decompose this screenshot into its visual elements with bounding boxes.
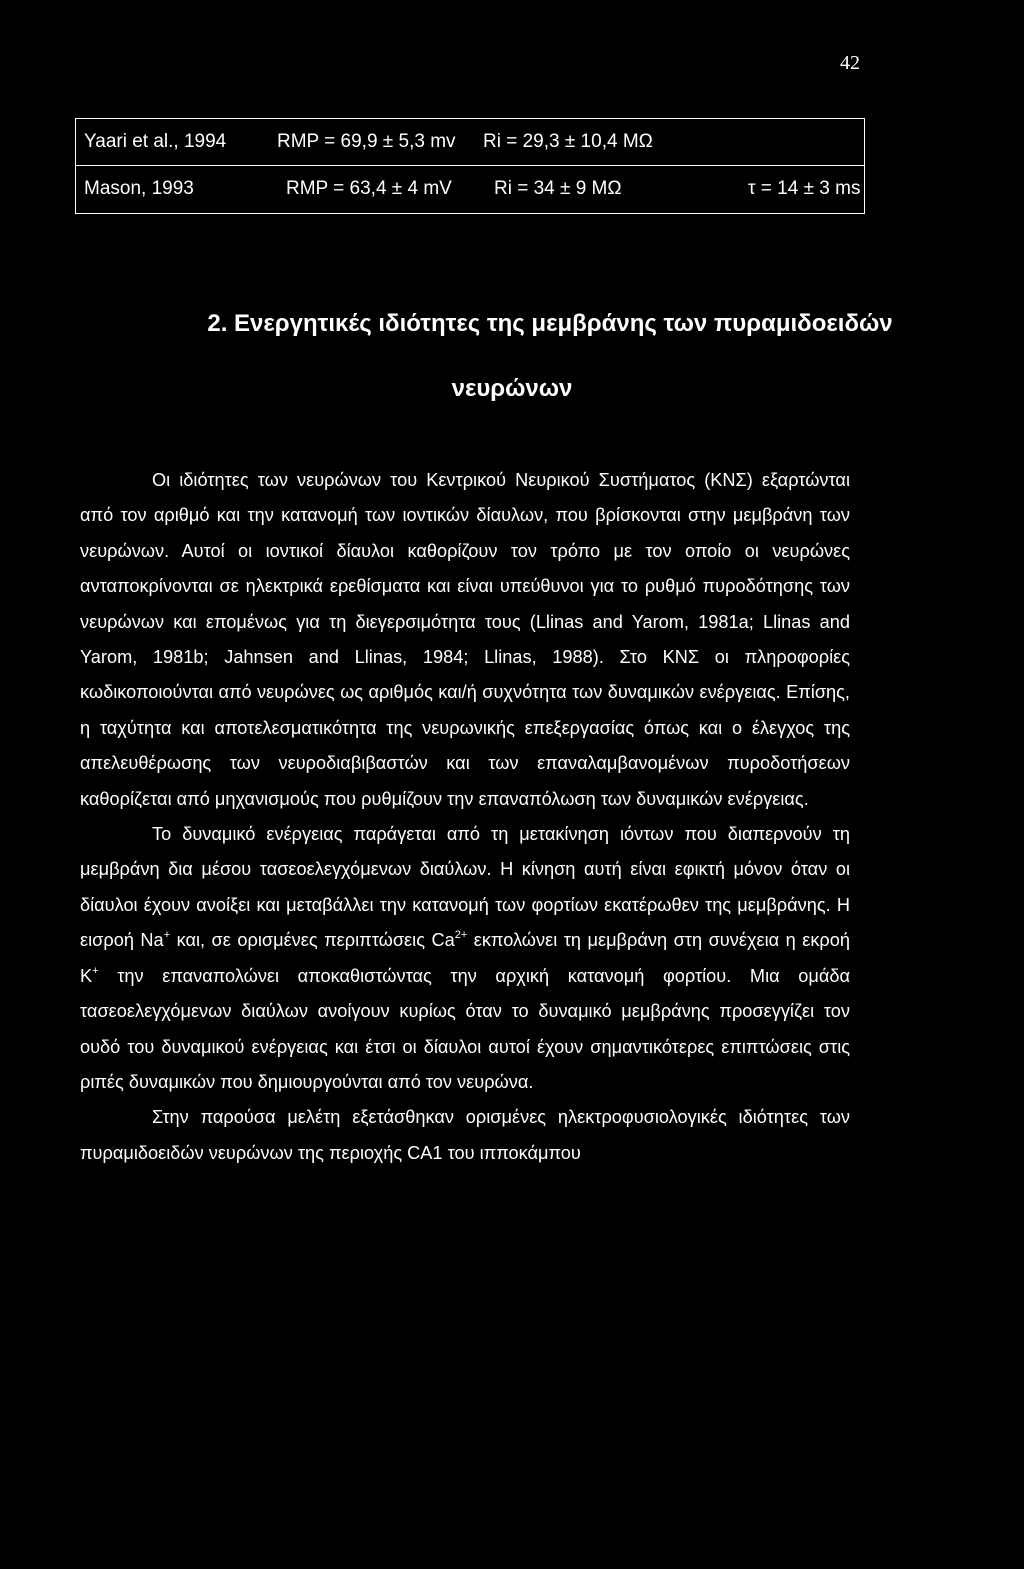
table-cell-tau: τ = 14 ± 3 ms — [748, 178, 861, 199]
paragraph-text: Το δυναμικό ενέργειας παράγεται από τη μετακίνηση ιόντων που διαπερνούν τη μεμβράνη δια μέσου τασεοελεγχόμενων διαύλων. Η κίνηση αυτή είναι εφικτή μόνον όταν οι δίαυλοι έχουν ανοίξει και μεταβάλλει την κατανομή των φορτίων εκατέρωθεν της μεμβράνης. Η εισροή Na — [80, 824, 850, 951]
table-cell-ri: Ri = 29,3 ± 10,4 MΩ — [483, 131, 653, 152]
superscript: + — [163, 929, 171, 942]
paragraph — [80, 817, 850, 1100]
page-number: 42 — [840, 52, 860, 74]
table-row — [76, 166, 864, 212]
superscript: 2+ — [454, 929, 468, 942]
table-cell-rmp: RMP = 63,4 ± 4 mV — [286, 178, 452, 199]
reference-values-table — [75, 118, 865, 214]
superscript: + — [92, 964, 99, 977]
paragraph-text: την επαναπολώνει αποκαθιστώντας την αρχική κατανομή φορτίου. Μια ομάδα τασεοελεγχόμενων διαύλων ανοίγουν κυρίως όταν το δυναμικό μεμβράνης προσεγγίζει τον ουδό του δυναμικού ενέργειας και έτσι οι δίαυλοι αυτοί έχουν σημαντικότερες επιπτώσεις στις ριπές δυναμικών που δημιουργούνται από τον νευρώνα. — [80, 965, 850, 1092]
section-title-continued: νευρώνων — [451, 375, 573, 402]
table-row — [76, 119, 864, 166]
section-title: 2. Ενεργητικές ιδιότητες της μεμβράνης των πυραμιδοειδών — [207, 310, 893, 337]
table-cell-ri: Ri = 34 ± 9 MΩ — [494, 178, 622, 199]
table-cell-author: Mason, 1993 — [84, 178, 194, 199]
body-text — [80, 463, 850, 1171]
paragraph: Οι ιδιότητες των νευρώνων του Κεντρικού Νευρικού Συστήματος (ΚΝΣ) εξαρτώνται από τον αριθμό και την κατανομή των ιοντικών δίαυλων, που βρίσκονται στην μεμβράνη των νευρώνων. Αυτοί οι ιοντικοί δίαυλοι καθορίζουν τον τρόπο με τον οποίο οι νευρώνες ανταποκρίνονται σε ηλεκτρικά ερεθίσματα και είναι υπεύθυνοι για το ρυθμό πυροδότησης των νευρώνων και επομένως για τη διεγερσιμότητα τους (Llinas and Yarom, 1981a; Llinas and Yarom, 1981b; Jahnsen and Llinas, 1984; Llinas, 1988). Στο ΚΝΣ οι πληροφορίες κωδικοποιούνται από νευρώνες ως αριθμός και/ή συχνότητα των δυναμικών ενέργειας. Επίσης, η ταχύτητα και αποτελεσματικότητα της νευρωνικής επεξεργασίας όπως και ο έλεγχος της απελευθέρωσης των νευροδιαβιβαστών και των επαναλαμβανομένων πυροδοτήσεων καθορίζεται από μηχανισμούς που ρυθμίζουν την επαναπόλωση των δυναμικών ενέργειας. — [80, 470, 850, 809]
paragraph-text: εκπολώνει τη μεμβράνη στη συνέχεια η εκροή Κ — [80, 930, 850, 986]
paragraph: Στην παρούσα μελέτη εξετάσθηκαν ορισμένες ηλεκτροφυσιολογικές ιδιότητες των πυραμιδοειδών νευρώνων της περιοχής CA1 του ιπποκάμπου — [80, 1107, 850, 1163]
table-cell-rmp: RMP = 69,9 ± 5,3 mv — [277, 131, 456, 152]
table-cell-author: Yaari et al., 1994 — [84, 131, 227, 152]
paragraph-text: και, σε ορισμένες περιπτώσεις Ca — [170, 930, 455, 951]
